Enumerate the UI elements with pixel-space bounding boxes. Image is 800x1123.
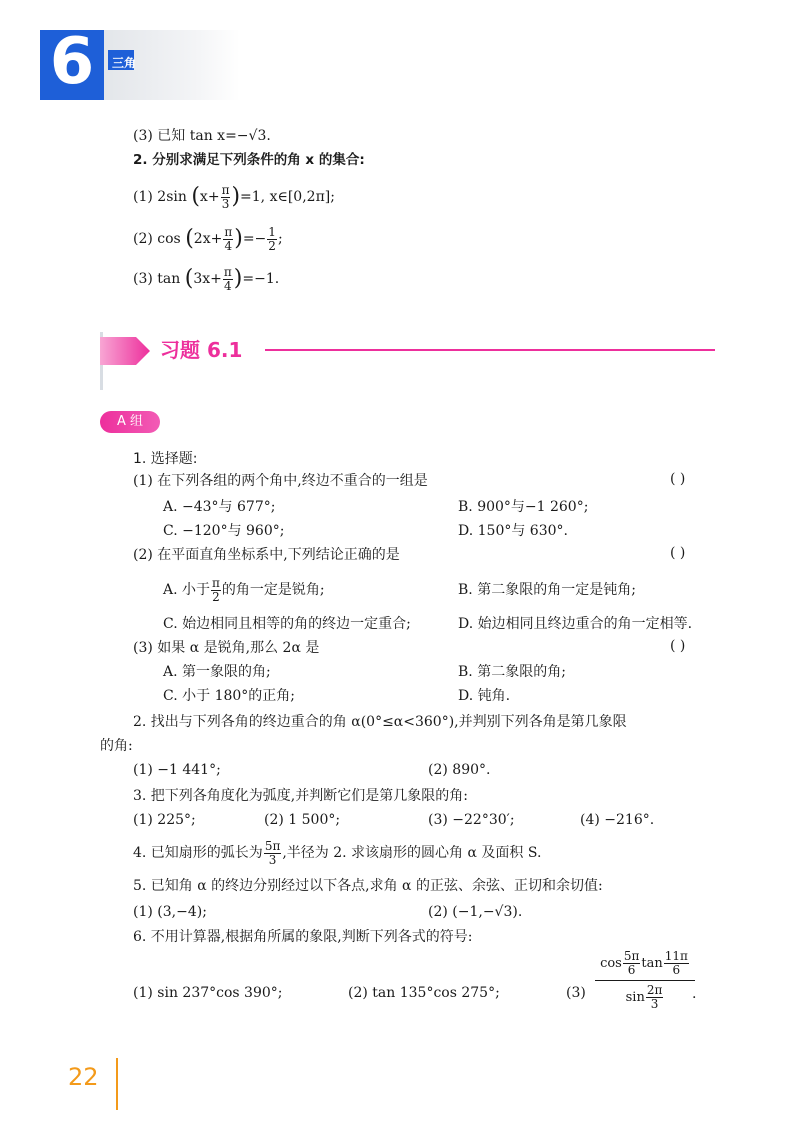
page-number: 22: [68, 1063, 99, 1091]
eq-body: x+: [199, 189, 220, 205]
question-title: 2. 分别求满足下列条件的角 x 的集合:: [133, 152, 365, 168]
left-paren: (: [185, 226, 194, 251]
fraction: [267, 226, 277, 253]
right-paren: ): [231, 184, 241, 209]
eq-suffix: =1, x∈[0,2π];: [240, 189, 335, 205]
sub-item: (1) sin 237°cos 390°;: [133, 985, 283, 1001]
fraction: [264, 840, 282, 867]
option-text: A. 小于: [163, 582, 211, 598]
frac-den: 6: [627, 963, 636, 977]
option-c: C. −120°与 960°;: [163, 523, 285, 539]
answer-blank: ( ): [670, 638, 686, 654]
answer-blank: ( ): [670, 471, 686, 487]
frac-den: 4: [224, 238, 233, 253]
sub-item: (1) −1 441°;: [133, 762, 221, 778]
eq-suffix: ;: [277, 231, 283, 247]
period: .: [692, 986, 697, 1002]
frac-den: 2: [268, 238, 276, 253]
fraction: [664, 950, 689, 977]
eq-body: 3x+: [193, 271, 222, 287]
page-number-rule: [116, 1058, 118, 1110]
sub-item-label: (3): [566, 985, 586, 1001]
compound-fraction: [595, 950, 695, 1011]
section-rule: [265, 349, 715, 351]
question-title: 1. 选择题:: [133, 451, 198, 467]
frac-num: 11π: [664, 949, 688, 963]
chapter-title: 三角: [112, 56, 137, 70]
frac-den: 4: [224, 278, 232, 293]
eq-body: 2x+: [193, 231, 223, 247]
section-arrow-icon: [100, 337, 150, 365]
frac-den: 3: [221, 196, 230, 211]
sub-item: (2) 890°.: [428, 762, 491, 778]
frac-num: 2π: [646, 983, 663, 997]
frac-num: π: [224, 224, 233, 239]
question-text: 6. 不用计算器,根据角所属的象限,判断下列各式的符号:: [133, 929, 473, 945]
option-d: D. 150°与 630°.: [458, 523, 568, 539]
fraction: [623, 950, 641, 977]
equation-line: [133, 262, 279, 296]
question-text: 5. 已知角 α 的终边分别经过以下各点,求角 α 的正弦、余弦、正切和余切值:: [133, 878, 603, 894]
question-text: (1) 在下列各组的两个角中,终边不重合的一组是: [133, 473, 428, 489]
option-b: B. 第二象限的角;: [458, 664, 566, 680]
frac-num: π: [212, 575, 220, 590]
func-cos: cos: [600, 956, 622, 971]
frac-den: 2: [212, 589, 220, 604]
compound-numerator: [595, 950, 695, 981]
chapter-number: 6: [49, 25, 95, 99]
sub-item: (2) 1 500°;: [264, 812, 341, 828]
sub-item: (1) (3,−4);: [133, 904, 207, 920]
answer-blank: ( ): [670, 545, 686, 561]
option-c: C. 小于 180°的正角;: [163, 688, 296, 704]
func-sin: sin: [625, 990, 645, 1005]
fraction: [221, 184, 231, 211]
frac-num: π: [223, 264, 232, 279]
frac-num: 5π: [623, 949, 640, 963]
frac-num: 1: [268, 224, 276, 239]
left-paren: (: [184, 266, 194, 291]
question-text: [133, 836, 541, 870]
sub-item: (4) −216°.: [580, 812, 655, 828]
option-a: A. −43°与 677°;: [163, 499, 276, 515]
option-b: B. 第二象限的角一定是钝角;: [458, 582, 636, 598]
option-b: B. 900°与−1 260°;: [458, 499, 589, 515]
frac-den: 3: [268, 852, 277, 867]
text: 4. 已知扇形的弧长为: [133, 845, 263, 861]
option-a: [163, 573, 325, 607]
func-tan: tan: [641, 956, 663, 971]
section-title: 习题 6.1: [160, 338, 243, 362]
sub-item: (2) (−1,−√3).: [428, 904, 523, 920]
compound-denominator: [595, 981, 695, 1011]
equation-line: [133, 180, 335, 214]
text: ,半径为 2. 求该扇形的圆心角 α 及面积 S.: [282, 845, 542, 861]
question-text: 2. 找出与下列各角的终边重合的角 α(0°≤α<360°),并判别下列各角是第几象限: [133, 714, 627, 730]
sub-item: (2) tan 135°cos 275°;: [348, 985, 500, 1001]
option-c: C. 始边相同且相等的角的终边一定重合;: [163, 616, 411, 632]
option-d: D. 始边相同且终边重合的角一定相等.: [458, 616, 693, 632]
eq-prefix: (1) 2sin: [133, 189, 187, 205]
text-line: (3) 已知 tan x=−√3.: [133, 128, 271, 144]
option-d: D. 钝角.: [458, 688, 511, 704]
option-a: A. 第一象限的角;: [163, 664, 271, 680]
left-paren: (: [191, 184, 200, 209]
question-text: (3) 如果 α 是锐角,那么 2α 是: [133, 640, 320, 656]
eq-mid: =−: [242, 231, 267, 247]
fraction: [223, 226, 233, 253]
right-paren: ): [234, 226, 243, 251]
option-text: 的角一定是锐角;: [221, 582, 325, 598]
sub-item: (3) −22°30′;: [428, 812, 515, 828]
equation-line: [133, 222, 283, 256]
right-paren: ): [233, 266, 243, 291]
question-text: (2) 在平面直角坐标系中,下列结论正确的是: [133, 547, 400, 563]
frac-num: 5π: [264, 838, 281, 853]
eq-prefix: (3) tan: [133, 271, 181, 287]
question-text: 的角:: [100, 738, 133, 754]
fraction: [646, 984, 664, 1011]
group-badge: A 组: [100, 411, 160, 433]
sub-item: (1) 225°;: [133, 812, 196, 828]
question-text: 3. 把下列各角度化为弧度,并判断它们是第几象限的角:: [133, 788, 468, 804]
fraction: [211, 577, 221, 604]
eq-suffix: =−1.: [242, 271, 280, 287]
eq-prefix: (2) cos: [133, 231, 181, 247]
frac-den: 6: [672, 963, 681, 977]
frac-den: 3: [650, 997, 659, 1011]
fraction: [223, 266, 233, 293]
frac-num: π: [221, 182, 230, 197]
